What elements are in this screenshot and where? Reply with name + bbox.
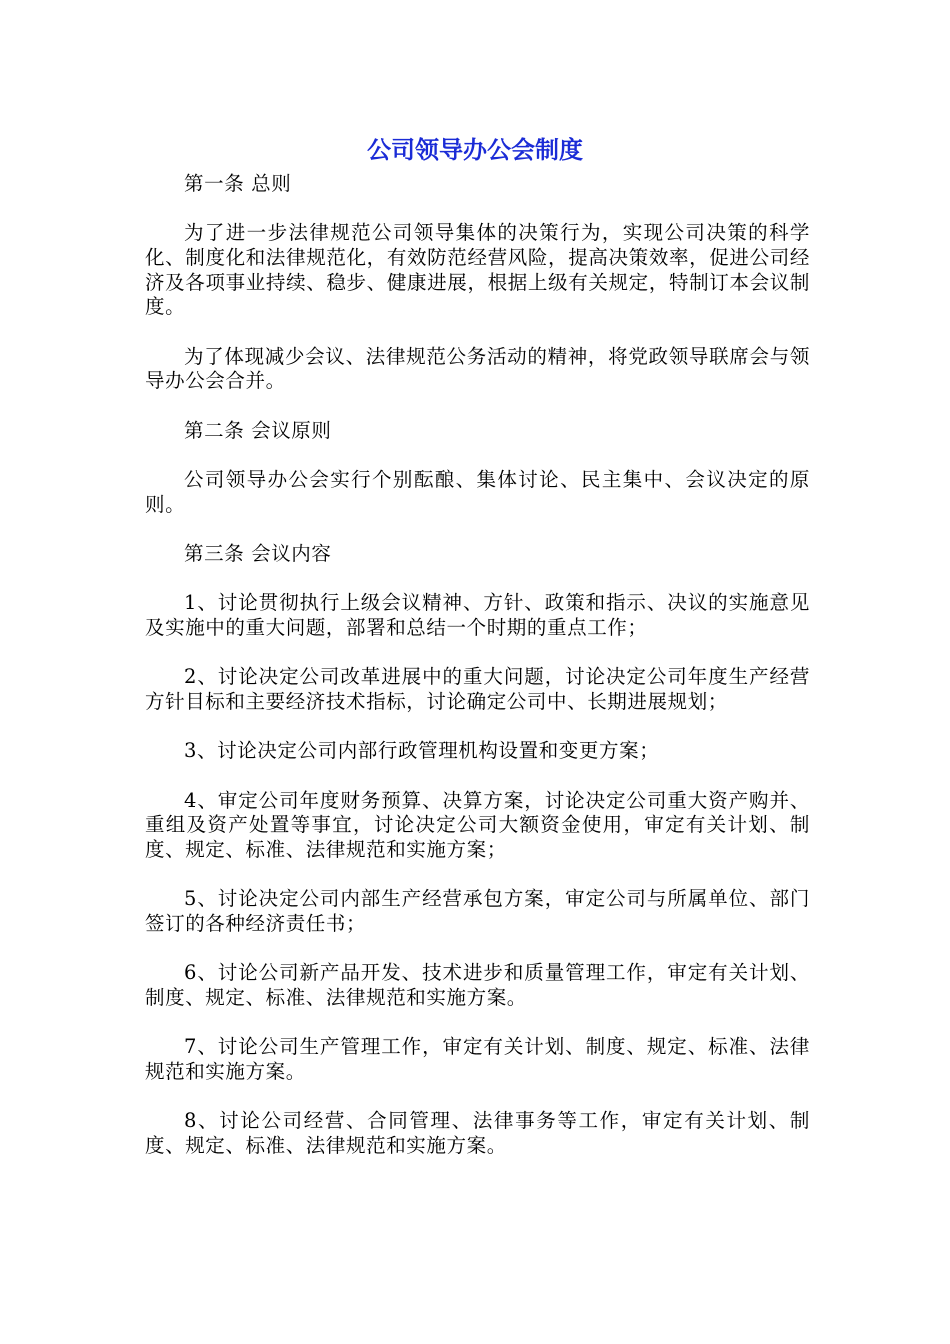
paragraph: 公司领导办公会实行个别酝酿、集体讨论、民主集中、会议决定的原则。 bbox=[145, 468, 810, 516]
article-3-heading: 第三条 会议内容 bbox=[184, 542, 332, 565]
document-title: 公司领导办公会制度 bbox=[367, 136, 583, 164]
document-body bbox=[145, 172, 810, 1183]
list-item: 5、讨论决定公司内部生产经营承包方案，审定公司与所属单位、部门签订的各种经济责任书； bbox=[145, 887, 810, 935]
paragraph: 为了进一步法律规范公司领导集体的决策行为，实现公司决策的科学化、制度化和法律规范化，有效防范经营风险，提高决策效率，促进公司经济及各项事业持续、稳步、健康进展，根据上级有关规定，特制订本会议制度。 bbox=[145, 221, 810, 319]
list-item: 8、讨论公司经营、合同管理、法律事务等工作，审定有关计划、制度、规定、标准、法律规范和实施方案。 bbox=[145, 1109, 810, 1157]
list-item: 3、讨论决定公司内部行政管理机构设置和变更方案； bbox=[184, 739, 660, 763]
article-2-heading: 第二条 会议原则 bbox=[184, 418, 332, 442]
article-1-heading: 第一条 总则 bbox=[184, 172, 292, 195]
list-item: 2、讨论决定公司改革进展中的重大问题，讨论决定公司年度生产经营方针目标和主要经济技术指标，讨论确定公司中、长期进展规划； bbox=[145, 665, 810, 713]
paragraph: 为了体现减少会议、法律规范公务活动的精神，将党政领导联席会与领导办公会合并。 bbox=[145, 344, 810, 393]
list-item: 4、审定公司年度财务预算、决算方案，讨论决定公司重大资产购并、重组及资产处置等事宜，讨论决定公司大额资金使用，审定有关计划、制度、规定、标准、法律规范和实施方案； bbox=[145, 788, 810, 861]
list-item: 6、讨论公司新产品开发、技术进步和质量管理工作，审定有关计划、制度、规定、标准、法律规范和实施方案。 bbox=[145, 961, 810, 1009]
list-item: 7、讨论公司生产管理工作，审定有关计划、制度、规定、标准、法律规范和实施方案。 bbox=[145, 1035, 810, 1083]
list-item: 1、讨论贯彻执行上级会议精神、方针、政策和指示、决议的实施意见及实施中的重大问题，部署和总结一个时期的重点工作； bbox=[145, 591, 810, 639]
